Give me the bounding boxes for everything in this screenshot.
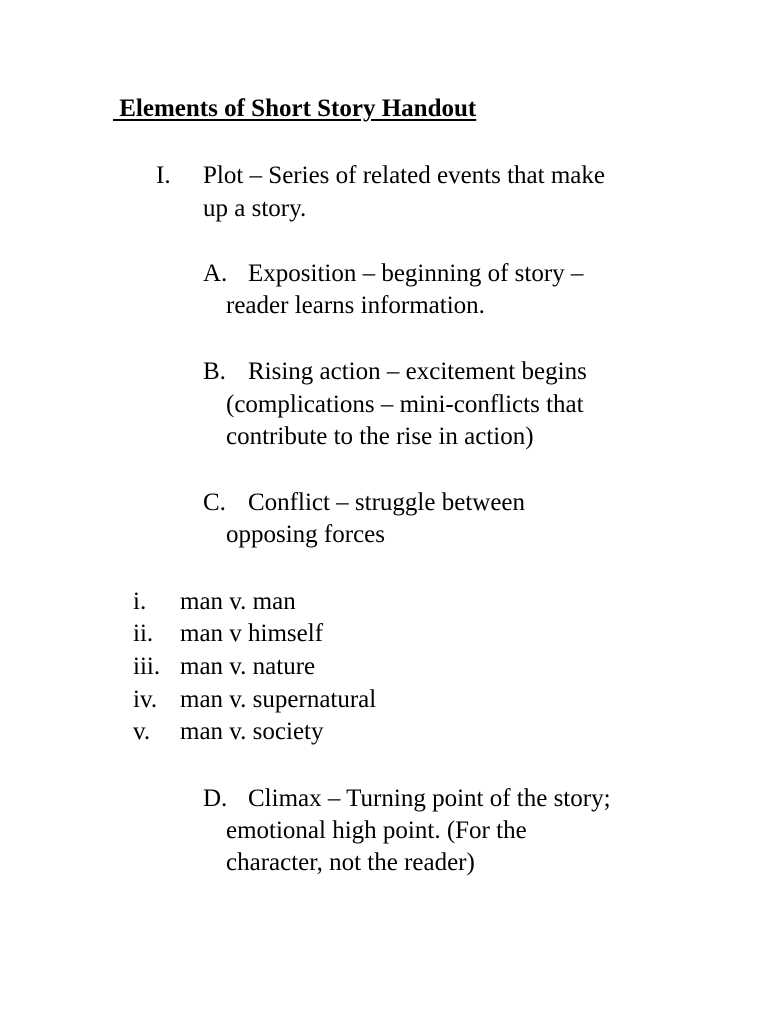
item-b-line-1: Rising action – excitement begins xyxy=(248,358,587,385)
page-title: Elements of Short Story Handout xyxy=(113,95,477,122)
item-c-line-2: opposing forces xyxy=(226,521,385,548)
item-d-line-1: Climax – Turning point of the story; xyxy=(248,785,611,812)
item-b-marker: B. xyxy=(203,358,226,385)
conflict-text: man v. society xyxy=(180,718,324,745)
conflict-marker: iii. xyxy=(133,653,161,680)
item-a-line-1: Exposition – beginning of story – xyxy=(248,260,584,287)
item-c-line-1: Conflict – struggle between xyxy=(248,489,526,516)
conflict-marker: ii. xyxy=(133,620,154,647)
section-i-marker: I. xyxy=(156,162,171,189)
conflict-marker: v. xyxy=(133,718,151,745)
item-b-line-2: (complications – mini-conflicts that xyxy=(226,391,584,418)
conflict-text: man v. supernatural xyxy=(180,686,377,713)
item-b-line-3: contribute to the rise in action) xyxy=(226,423,534,450)
section-i-line-1: Plot – Series of related events that make xyxy=(203,162,605,189)
item-d-line-2: emotional high point. (For the xyxy=(226,817,527,844)
item-d-line-3: character, not the reader) xyxy=(226,849,475,876)
conflict-text: man v. man xyxy=(180,588,296,615)
conflict-text: man v himself xyxy=(180,620,324,647)
conflict-marker: i. xyxy=(133,588,147,615)
item-a-marker: A. xyxy=(203,260,228,287)
item-c-marker: C. xyxy=(203,489,226,516)
item-a-line-2: reader learns information. xyxy=(226,292,485,319)
section-i-line-2: up a story. xyxy=(203,195,307,222)
conflict-text: man v. nature xyxy=(180,653,316,680)
item-d-marker: D. xyxy=(203,785,228,812)
conflict-marker: iv. xyxy=(133,686,158,713)
